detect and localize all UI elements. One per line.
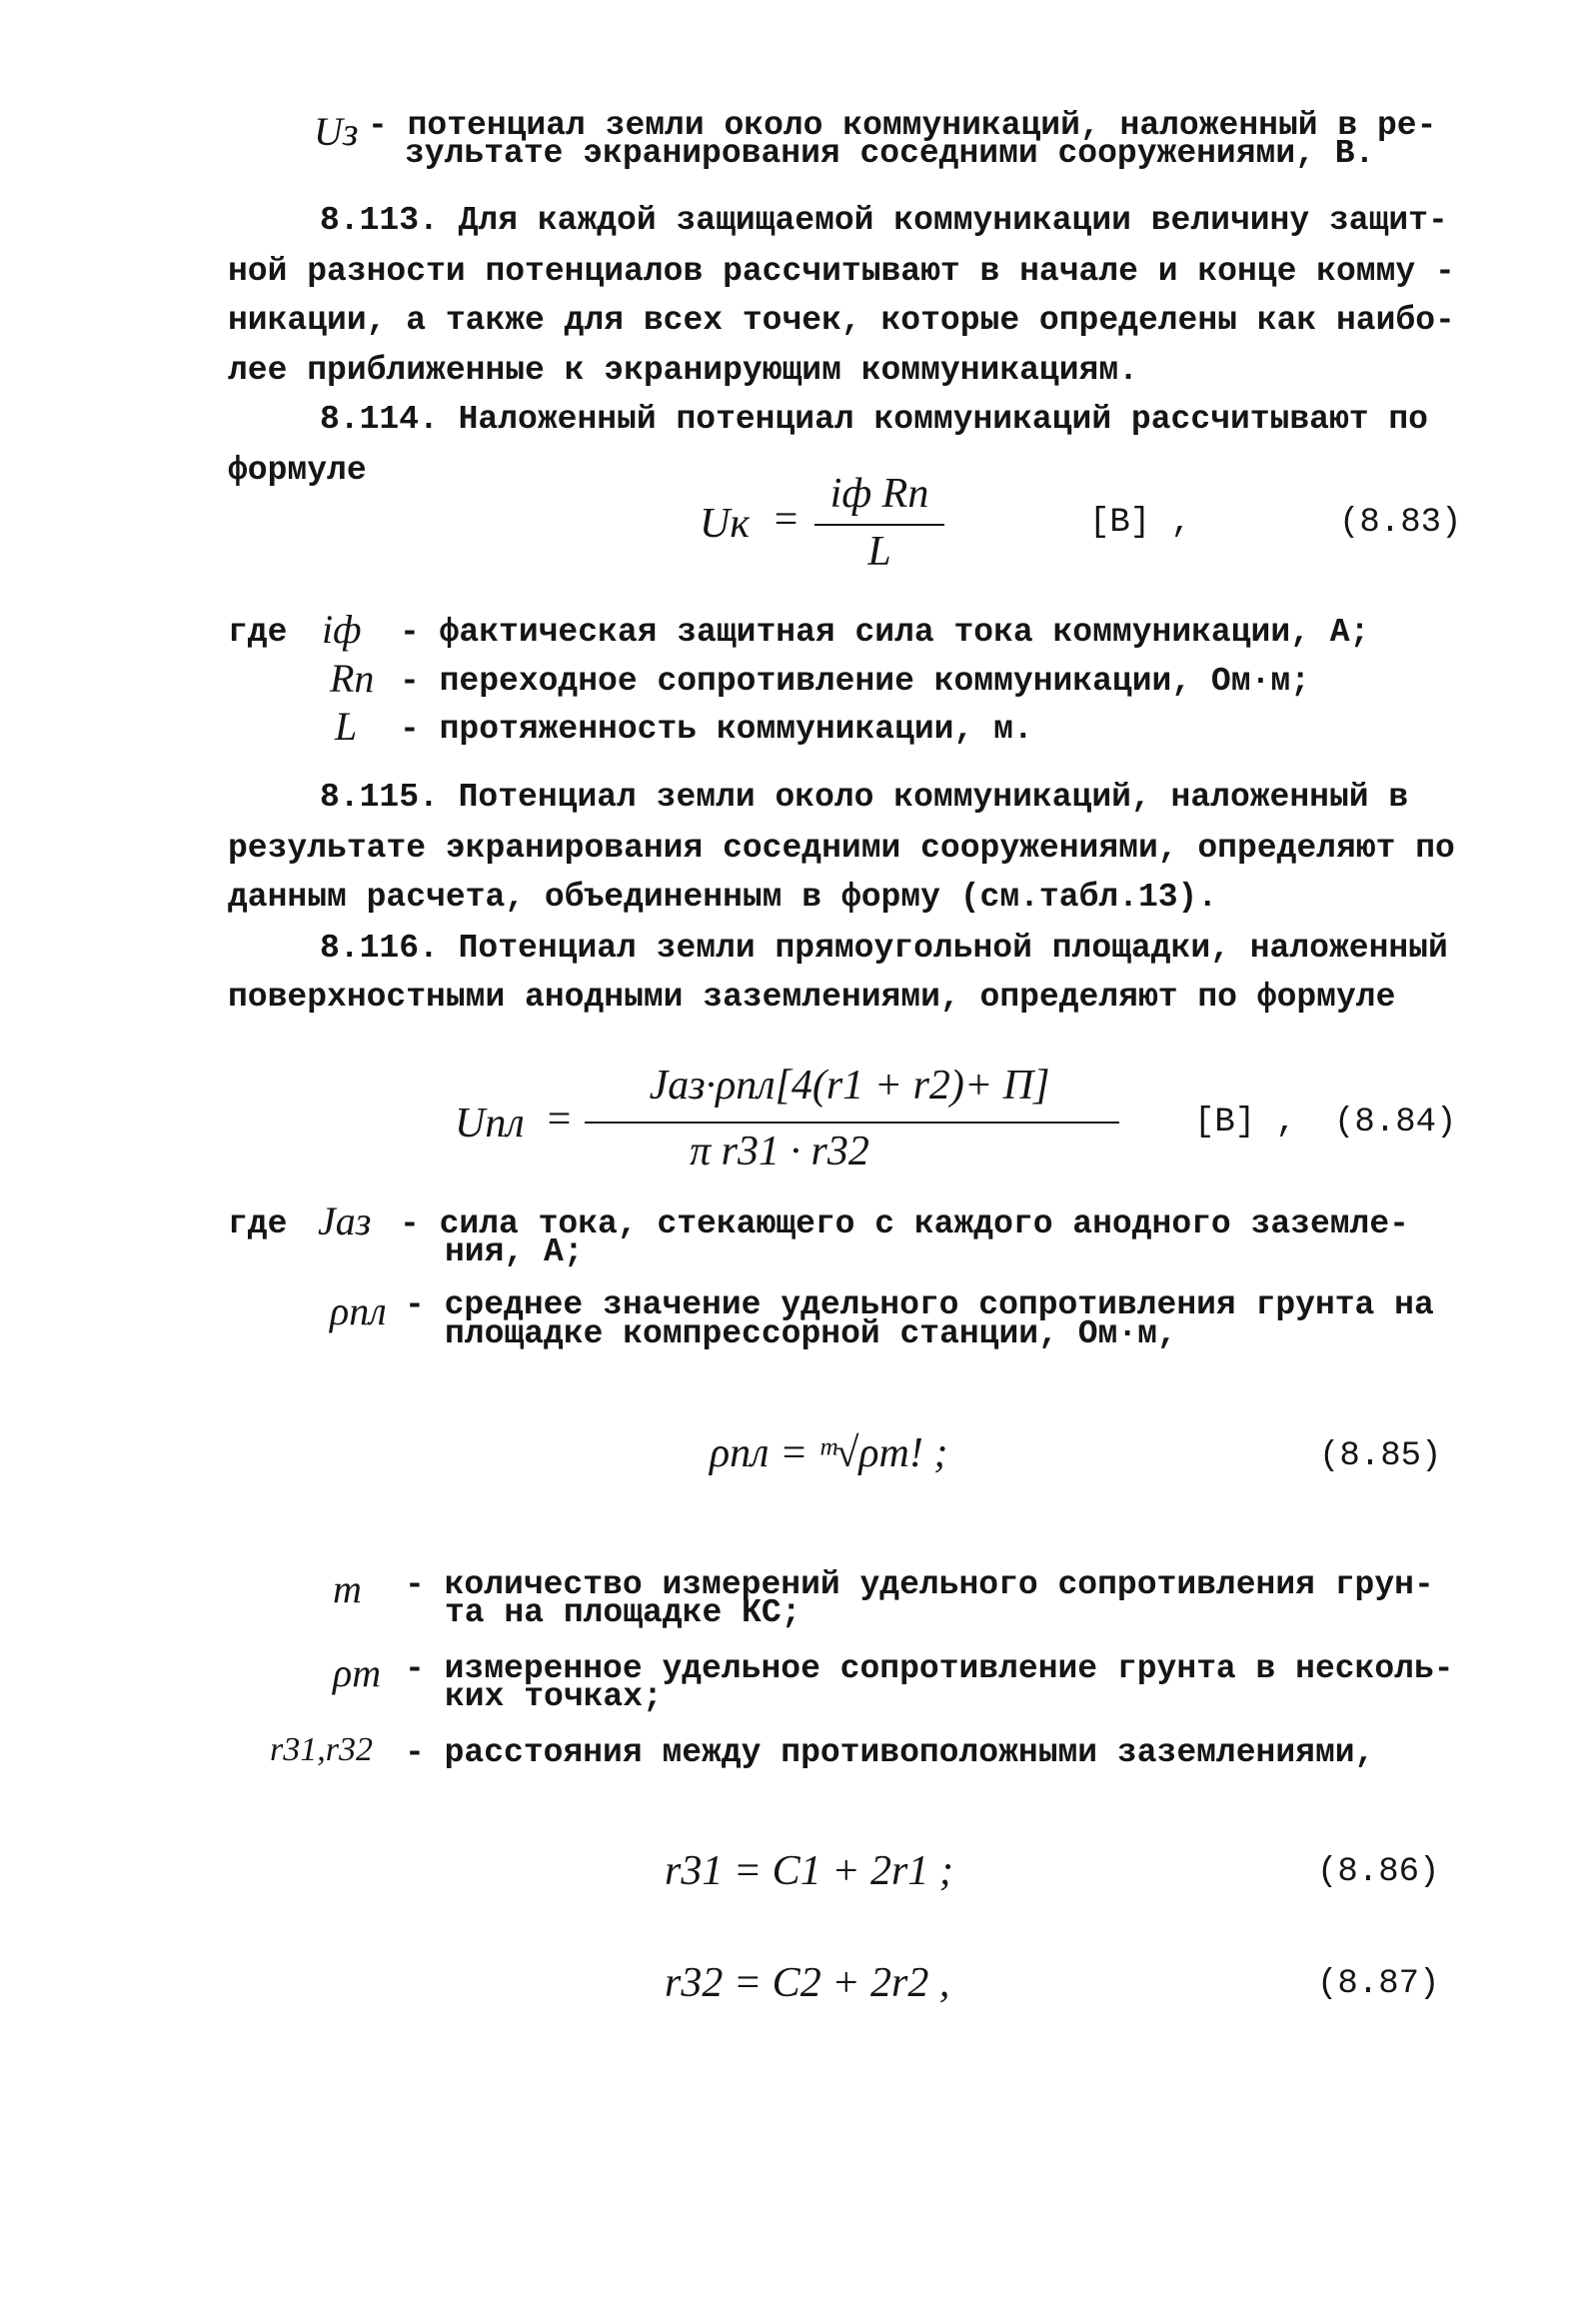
formula-number: (8.86) [1317, 1853, 1440, 1891]
definition: - количество измерений удельного сопротивления грун- [405, 1566, 1434, 1603]
definition: - протяженность коммуникации, м. [400, 711, 1033, 748]
para-8-113-line: ной разности потенциалов рассчитывают в начале и конце комму - [228, 253, 1455, 290]
para-8-115-line: результате экранирования соседними сооружениями, определяют по [228, 830, 1455, 867]
definition: - среднее значение удельного сопротивления грунта на [405, 1286, 1434, 1323]
para-8-114-line: формуле [228, 452, 367, 489]
symbol: Rп [330, 656, 375, 701]
definition: - сила тока, стекающего с каждого анодного заземле- [400, 1205, 1409, 1242]
definition: - расстояния между противоположными заземлениями, [405, 1734, 1375, 1771]
symbol: m [333, 1566, 362, 1611]
symbol-u3: Uз [314, 109, 359, 154]
definition: ких точках; [445, 1678, 663, 1715]
para-8-115-line: 8.115. Потенциал земли около коммуникаций, наложенный в [320, 779, 1409, 816]
para-8-116-line: поверхностными анодными заземлениями, определяют по формуле [228, 979, 1396, 1016]
definition: - измеренное удельное сопротивление грунта в несколь- [405, 1650, 1454, 1687]
where-label: где [228, 1205, 288, 1242]
formula-8-87: r32 = C2 + 2r2 , [665, 1960, 950, 2006]
where-label: где [228, 614, 288, 651]
para-8-115-line: данным расчета, объединенным в форму (см.табл.13). [228, 879, 1218, 916]
para-8-113-line: никации, а также для всех точек, которые определены как наибо- [228, 302, 1455, 339]
definition: - переходное сопротивление коммуникации, Ом·м; [400, 663, 1310, 700]
symbol: Jаз [318, 1198, 372, 1243]
document-page: Uз - потенциал земли около коммуникаций, наложенный в ре- зультате экранирования соседними сооружениями, В. 8.113. Для каждой защищаемой коммуникации величину защит- ной разности потенциалов рассчитывают в начале и конце комму - никации, а также для всех точек, которые определены как наибо- лее приближенные к экранирующим коммуникациям. 8.114. Наложенный потенциал коммуникаций рассчитывают по формуле Uк = iф Rп L [В] , (8.83) где iф - фактическая защитная сила тока коммуникации, А; Rп - переходное сопротивление коммуникации, Ом·м; L - протяженность коммуникации, м. 8.115. Потенциал земли около коммуникаций, наложенный в результате экранирования соседними сооружениями, определяют по данным расчета, объединенным в форму (см.табл.13). 8.116. Потенциал земли прямоугольной площадки, наложенный поверхностными анодными заземлениями, определяют по формуле Uпл = Jаз·ρпл[4(r1 + r2)+ П] π r31 · r32 [В] , (8.84) где Jаз - сила тока, стекающего с каждого анодного заземле- ния, А; ρпл - среднее значение удельного сопротивления грунта на площадке компрессорной станции, Ом·м, ρпл = ᵐ√ρm! ; (8.85) m - количество измерений удельного сопротивления грун- та на площадке КС; ρm - измеренное удельное сопротивление грунта в несколь- ких точках; r31,r32 - расстояния между противоположными заземлениями, r31 = C1 + 2r1 ; (8.86) r32 = C2 + 2r2 , (8.87) [0, 0, 1596, 2313]
definition: площадке компрессорной станции, Ом·м, [445, 1315, 1177, 1352]
formula-8-86: r31 = C1 + 2r1 ; [665, 1848, 953, 1894]
formula-number: (8.85) [1319, 1437, 1442, 1475]
text-line: - потенциал земли около коммуникаций, наложенный в ре- [368, 107, 1437, 144]
symbol: L [335, 704, 358, 749]
definition: та на площадке КС; [445, 1594, 801, 1631]
symbol: r31,r32 [270, 1731, 373, 1768]
para-8-113-line: 8.113. Для каждой защищаемой коммуникации величину защит- [320, 202, 1448, 239]
symbol: ρпл [330, 1288, 387, 1333]
text-line: зультате экранирования соседними сооружениями, В. [405, 135, 1375, 172]
formula-number: (8.87) [1317, 1965, 1440, 2003]
formula-8-85: ρпл = ᵐ√ρm! ; [710, 1430, 948, 1476]
definition: - фактическая защитная сила тока коммуникации, А; [400, 614, 1370, 651]
para-8-114-line: 8.114. Наложенный потенциал коммуникаций рассчитывают по [320, 401, 1428, 438]
definition: ния, А; [445, 1233, 584, 1270]
para-8-116-line: 8.116. Потенциал земли прямоугольной площадки, наложенный [320, 930, 1448, 967]
symbol: ρm [333, 1650, 382, 1695]
para-8-113-line: лее приближенные к экранирующим коммуникациям. [228, 352, 1138, 389]
symbol: iф [322, 607, 362, 652]
